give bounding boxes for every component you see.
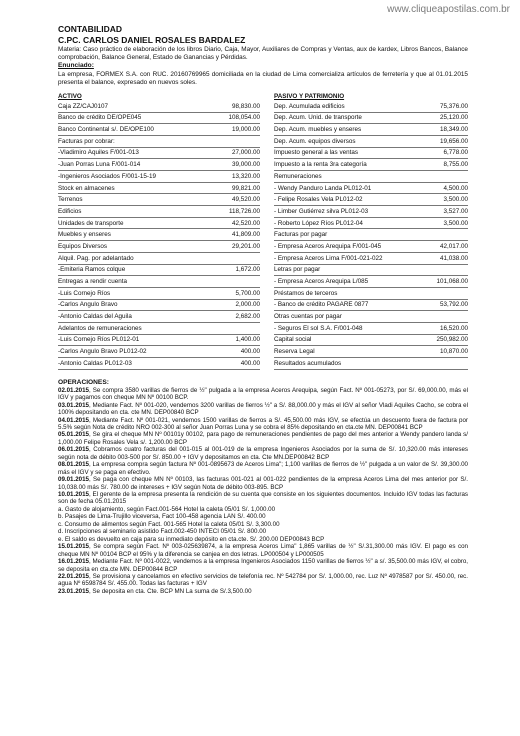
right-label: - Empresa Aceros Lima F/001-021-022 bbox=[274, 254, 383, 262]
left-value: 5,700.00 bbox=[235, 289, 260, 297]
left-row bbox=[58, 253, 260, 265]
right-label: Remuneraciones bbox=[274, 172, 322, 180]
right-row bbox=[274, 253, 468, 265]
right-label: Préstamos de terceros bbox=[274, 289, 338, 297]
operation-item bbox=[58, 431, 468, 446]
watermark: www.cliqueapostilas.com.br bbox=[387, 4, 510, 15]
left-value: 400.00 bbox=[240, 359, 260, 367]
operation-date: 09.01.2015 bbox=[58, 476, 89, 484]
operation-date: 03.01.2015 bbox=[58, 401, 89, 409]
right-label: Facturas por pagar bbox=[274, 231, 328, 239]
right-label: - Empresa Aceros Arequipa L/085 bbox=[274, 278, 369, 286]
right-value: 101,068.00 bbox=[436, 278, 468, 286]
operation-date: 08.01.2015 bbox=[58, 461, 89, 469]
operation-item bbox=[58, 387, 468, 402]
right-row bbox=[274, 288, 468, 300]
right-value: 75,376.00 bbox=[439, 102, 468, 110]
right-value: 53,792.00 bbox=[439, 301, 468, 309]
left-label: -Carlos Angulo Bravo PL012-02 bbox=[58, 348, 147, 356]
right-label: Capital social bbox=[274, 336, 312, 344]
right-label: Reserva Legal bbox=[274, 348, 315, 356]
left-value: 29,201.00 bbox=[231, 242, 260, 250]
operation-date: 06.01.2015 bbox=[58, 446, 89, 454]
right-row bbox=[274, 300, 468, 312]
operation-item bbox=[58, 528, 468, 535]
left-value: 27,000.00 bbox=[231, 149, 260, 157]
right-row bbox=[274, 171, 468, 183]
left-row bbox=[58, 323, 260, 335]
left-row bbox=[58, 288, 260, 300]
left-value: 39,000.00 bbox=[231, 161, 260, 169]
right-label: - Wendy Panduro Landa PL012-01 bbox=[274, 184, 372, 192]
right-label: - Felipe Rosales Vela PL012-02 bbox=[274, 196, 363, 204]
left-row bbox=[58, 218, 260, 230]
left-label: Unidades de transporte bbox=[58, 219, 124, 227]
operation-date: 05.01.2015 bbox=[58, 431, 89, 439]
operation-text: c. Consumo de alimentos según Fact. 001-565 Hotel la caleta 05/01 S/. 3,300.00 bbox=[58, 520, 280, 528]
left-row bbox=[58, 241, 260, 253]
right-row bbox=[274, 323, 468, 335]
right-value: 3,500.00 bbox=[443, 196, 468, 204]
operation-text: , Se paga con cheque MN Nº 00103, las facturas 001-021 al 001-022 pendientes de la empresa Aceros Lima del mes anterior por S/. 10,038.00 más S/. 780.00 de intereses + IGV según Nota de débito 003-895. BCP bbox=[58, 476, 468, 491]
operation-item bbox=[58, 573, 468, 588]
left-label: Alquil. Pag. por adelantado bbox=[58, 254, 134, 262]
operation-item bbox=[58, 588, 468, 595]
right-row bbox=[274, 101, 468, 113]
operation-text: , Se compra 3580 varillas de fierros de ½" pulgada a la empresa Aceros Arequipa, según Fact. Nº 001-05273, por S/. 69,000.00, más el IGV y pagamos con cheque MN Nº 00100 BCP. bbox=[58, 386, 468, 402]
left-label: Muebles y enseres bbox=[58, 231, 111, 239]
balance-sheet bbox=[58, 92, 468, 370]
enunciado-paragraph: La empresa, FORMEX S.A. con RUC. 20160769965 domiciliada en la ciudad de Lima comercializa artículos de ferretería y que al 01.01.2015 presenta el balance, expresado en nuevos soles. bbox=[58, 70, 468, 86]
left-row bbox=[58, 101, 260, 113]
operation-text: , Se deposita en cta. Cte. BCP MN La suma de S/.3,500.00 bbox=[88, 587, 252, 595]
left-row bbox=[58, 335, 260, 347]
assets-column bbox=[58, 92, 260, 370]
right-value: 250,982.00 bbox=[436, 336, 468, 344]
left-label: -Emiteria Ramos colque bbox=[58, 266, 126, 274]
operation-date: 16.01.2015 bbox=[58, 558, 89, 566]
left-row bbox=[58, 136, 260, 148]
left-row bbox=[58, 124, 260, 136]
left-label: -Luis Cornejo Ríos bbox=[58, 289, 111, 297]
operation-item bbox=[58, 461, 468, 476]
left-label: -Vladimiro Aquiles F/001-013 bbox=[58, 149, 139, 157]
right-value: 8,755.00 bbox=[443, 161, 468, 169]
right-row bbox=[274, 218, 468, 230]
left-value: 41,809.00 bbox=[231, 231, 260, 239]
right-value: 42,017.00 bbox=[439, 242, 468, 250]
right-row bbox=[274, 148, 468, 160]
operation-item bbox=[58, 521, 468, 528]
operation-item bbox=[58, 446, 468, 461]
left-row bbox=[58, 358, 260, 370]
left-value: 98,830.00 bbox=[231, 102, 260, 110]
operation-item bbox=[58, 543, 468, 558]
left-label: Facturas por cobrar: bbox=[58, 137, 115, 145]
right-label: Resultados acumulados bbox=[274, 359, 342, 367]
document bbox=[58, 24, 468, 595]
left-value: 1,672.00 bbox=[235, 266, 260, 274]
right-label: Dep. Acum. equipos diversos bbox=[274, 137, 356, 145]
left-row bbox=[58, 148, 260, 160]
right-row bbox=[274, 335, 468, 347]
left-row bbox=[58, 346, 260, 358]
left-value: 99,821.00 bbox=[231, 184, 260, 192]
operation-item bbox=[58, 402, 468, 417]
operation-date: 15.01.2015 bbox=[58, 543, 89, 551]
operation-item bbox=[58, 417, 468, 432]
left-label: -Antonio Caldas PL012-03 bbox=[58, 359, 132, 367]
operation-text: , La empresa compra según factura Nº 001-0895673 de Aceros Lima"; 1,100 varillas de fierros de ½" pulgada a un valor de S/. 39,300.00 más el IGV y se paga en efectivo. bbox=[58, 461, 468, 476]
right-row bbox=[274, 159, 468, 171]
right-label: Dep. Acum. Unid. de transporte bbox=[274, 114, 362, 122]
right-label: Letras por pagar bbox=[274, 266, 321, 274]
right-value: 16,520.00 bbox=[439, 324, 468, 332]
left-value: 400.00 bbox=[240, 348, 260, 356]
operation-item bbox=[58, 513, 468, 520]
operation-text: e. El saldo es devuelto en caja para su inmediato depósito en cta.cte. S/. 200.00 DEP00843 BCP bbox=[58, 535, 325, 543]
right-row bbox=[274, 265, 468, 277]
left-row bbox=[58, 206, 260, 218]
left-label: Caja ZZ/CAJ0107 bbox=[58, 102, 109, 110]
left-label: -Ingenieros Asociados F/001-15-19 bbox=[58, 172, 157, 180]
right-label: Otras cuentas por pagar bbox=[274, 313, 342, 321]
operation-text: d. Inscripciones al seminario asistido Fact.002-450 INTECI 05/01 S/. 800.00 bbox=[58, 528, 267, 536]
right-value: 6,778.00 bbox=[443, 149, 468, 157]
right-value: 25,120.00 bbox=[439, 114, 468, 122]
operation-item bbox=[58, 506, 468, 513]
operation-text: , El gerente de la empresa presenta la rendición de su cuenta que consiste en los siguientes documentos. Incluido IGV todas las facturas son de fecha 05.01.2015 bbox=[58, 491, 468, 506]
operations-section bbox=[58, 378, 468, 596]
right-row bbox=[274, 276, 468, 288]
left-label: -Carlos Angulo Bravo bbox=[58, 301, 118, 309]
right-label: - Roberto López Ríos PL012-04 bbox=[274, 219, 363, 227]
right-row bbox=[274, 136, 468, 148]
left-value: 13,320.00 bbox=[231, 172, 260, 180]
left-row bbox=[58, 113, 260, 125]
left-value: 42,520.00 bbox=[231, 219, 260, 227]
left-label: Equipos Diversos bbox=[58, 242, 107, 250]
left-value: 108,054.00 bbox=[228, 114, 260, 122]
left-row bbox=[58, 194, 260, 206]
operation-date: 23.01.2015 bbox=[58, 587, 89, 595]
liabilities-header: PASIVO Y PATRIMONIO bbox=[274, 92, 345, 100]
operation-date: 10.01.2015 bbox=[58, 491, 89, 499]
left-row bbox=[58, 183, 260, 195]
left-row bbox=[58, 276, 260, 288]
right-label: - Banco de crédito PAGARE 0877 bbox=[274, 301, 369, 309]
operation-item bbox=[58, 536, 468, 543]
left-label: Banco de crédito DE/OPE045 bbox=[58, 114, 142, 122]
assets-header: ACTIVO bbox=[58, 92, 82, 100]
left-label: -Juan Porras Luna F/001-014 bbox=[58, 161, 141, 169]
operation-text: , Cobramos cuatro facturas del 001-015 al 001-019 de la empresa Ingenieros Asociados por la suma de S/. 10,320.00 más intereses según nota de débito 003-500 por S/. 850.00 + IGV y depositamos en cta. Cte MN.DEP00842 BCP bbox=[58, 446, 468, 461]
right-row bbox=[274, 113, 468, 125]
operation-date: 04.01.2015 bbox=[58, 416, 89, 424]
operation-item bbox=[58, 491, 468, 506]
left-label: Adelantos de remuneraciones bbox=[58, 324, 142, 332]
right-label: - Empresa Aceros Arequipa F/001-045 bbox=[274, 242, 382, 250]
doc-title: CONTABILIDAD bbox=[58, 24, 123, 34]
right-row bbox=[274, 206, 468, 218]
left-label: Entregas a rendir cuenta bbox=[58, 278, 127, 286]
left-value: 118,726.00 bbox=[228, 207, 260, 215]
right-value: 41,038.00 bbox=[439, 254, 468, 262]
left-value: 2,000.00 bbox=[235, 301, 260, 309]
operation-text: b. Pasajes de Lima-Trujillo viceversa, Fact 100-458 agencia LAN S/. 400.00 bbox=[58, 513, 266, 521]
operation-date: 22.01.2015 bbox=[58, 573, 89, 581]
operation-item bbox=[58, 558, 468, 573]
left-row bbox=[58, 229, 260, 241]
right-row bbox=[274, 346, 468, 358]
operation-text: , Mediante Fact. Nº 001-020, vendemos 3200 varillas de fierros ½" a S/. 88,000.00 y más el IGV al señor Vladi Aquiles Cacho, se cobra el 100% depositando en cta. cte MN. DEP00840 BCP bbox=[58, 401, 468, 417]
operations-title: OPERACIONES: bbox=[58, 378, 109, 386]
right-label: - Seguros El sol S.A. F/001-048 bbox=[274, 324, 363, 332]
right-value: 3,527.00 bbox=[443, 207, 468, 215]
right-row bbox=[274, 229, 468, 241]
left-row bbox=[58, 159, 260, 171]
right-label: - Limber Gutiérrez silva PL012-03 bbox=[274, 207, 369, 215]
right-row bbox=[274, 311, 468, 323]
operation-text: , Se compra según Fact. Nº 003-025639874, a la empresa Aceros Lima" 1,865 varillas de ½" S/.31,300.00 más IGV. El pago es con cheque MN Nº 00104 BCP el 95% y la diferencia se canjea en dos letras. LP000504 y LP000505 bbox=[58, 543, 468, 558]
left-row bbox=[58, 311, 260, 323]
left-value: 2,682.00 bbox=[235, 313, 260, 321]
right-row bbox=[274, 194, 468, 206]
enunciado-label: Enunciado: bbox=[58, 62, 94, 70]
left-row bbox=[58, 265, 260, 277]
operation-item bbox=[58, 476, 468, 491]
left-row bbox=[58, 300, 260, 312]
right-row bbox=[274, 358, 468, 370]
left-label: Stock en almacenes bbox=[58, 184, 115, 192]
left-label: Terrenos bbox=[58, 196, 83, 204]
operation-text: , Se gira el cheque MN Nº 00101y 00102, para pago de remuneraciones pendientes de pago del mes anterior a Wendy pandero landa s/ 1,000.00 Felipe Rosales Vela s/. 1,200.00 BCP bbox=[58, 431, 468, 446]
operation-text: , Mediante Fact. Nº 001-0022, vendemos a la empresa Ingenieros Asociados 1150 varillas de fierros ½" a s/. 35,500.00 más IGV, el cobro, se deposita en cta.cte MN. DEP00844 BCP bbox=[58, 558, 468, 573]
right-row bbox=[274, 183, 468, 195]
left-value: 49,520.00 bbox=[231, 196, 260, 204]
materia-paragraph: Materia: Caso práctico de elaboración de los libros Diario, Caja, Mayor, Auxiliares de Compras y Ventas, aux de kardex, Libros Bancos, Balance comprobación, Balance General, Estado de Ganancias y Pérdidas. bbox=[58, 46, 468, 62]
right-label: Impuesto a la renta 3ra categoría bbox=[274, 161, 367, 169]
right-label: Dep. Acumulada edificios bbox=[274, 102, 345, 110]
left-value: 1,400.00 bbox=[235, 336, 260, 344]
left-label: Edificios bbox=[58, 207, 82, 215]
left-row bbox=[58, 171, 260, 183]
right-value: 10,870.00 bbox=[439, 348, 468, 356]
operation-date: 02.01.2015 bbox=[58, 386, 89, 394]
right-label: Dep. Acum. muebles y enseres bbox=[274, 126, 362, 134]
right-row bbox=[274, 124, 468, 136]
right-value: 3,500.00 bbox=[443, 219, 468, 227]
liabilities-column bbox=[274, 92, 468, 370]
right-label: Impuesto general a las ventas bbox=[274, 149, 359, 157]
right-value: 19,656.00 bbox=[439, 137, 468, 145]
left-label: -Luis Cornejo Ríos PL012-01 bbox=[58, 336, 140, 344]
left-value: 19,000.00 bbox=[231, 126, 260, 134]
right-value: 18,349.00 bbox=[439, 126, 468, 134]
operation-text: a. Gasto de alojamiento, según Fact.001-564 Hotel la caleta 05/01 S/. 1,000.00 bbox=[58, 505, 276, 513]
operation-text: , Se provisiona y cancelamos en efectivo servicios de telefonía rec. Nº 542784 por S/. 1,000.00, rec. Luz Nº 4978587 por S/. 450.00, rec. agua Nº 6598784 S/. 455.00. Todas las facturas + IGV bbox=[58, 573, 468, 588]
right-row bbox=[274, 241, 468, 253]
left-label: -Antonio Caldas del Aguila bbox=[58, 313, 132, 321]
right-value: 4,500.00 bbox=[443, 184, 468, 192]
operation-text: , Mediante Fact. Nº 001-021, vendemos 1500 varillas de fierros a S/. 45,500.00 más IGV, se efectúa un descuento fuera de factura por 5.5% según Nota de crédito NRO 002-300 al señor Juan Porras Luna y se cobra el 85% depositando en cta.cte MN. DEP00841 BCP bbox=[58, 416, 468, 431]
left-label: Banco Continental s/. DE/OPE100 bbox=[58, 126, 154, 134]
doc-author: C.PC. CARLOS DANIEL ROSALES BARDALEZ bbox=[58, 35, 246, 45]
